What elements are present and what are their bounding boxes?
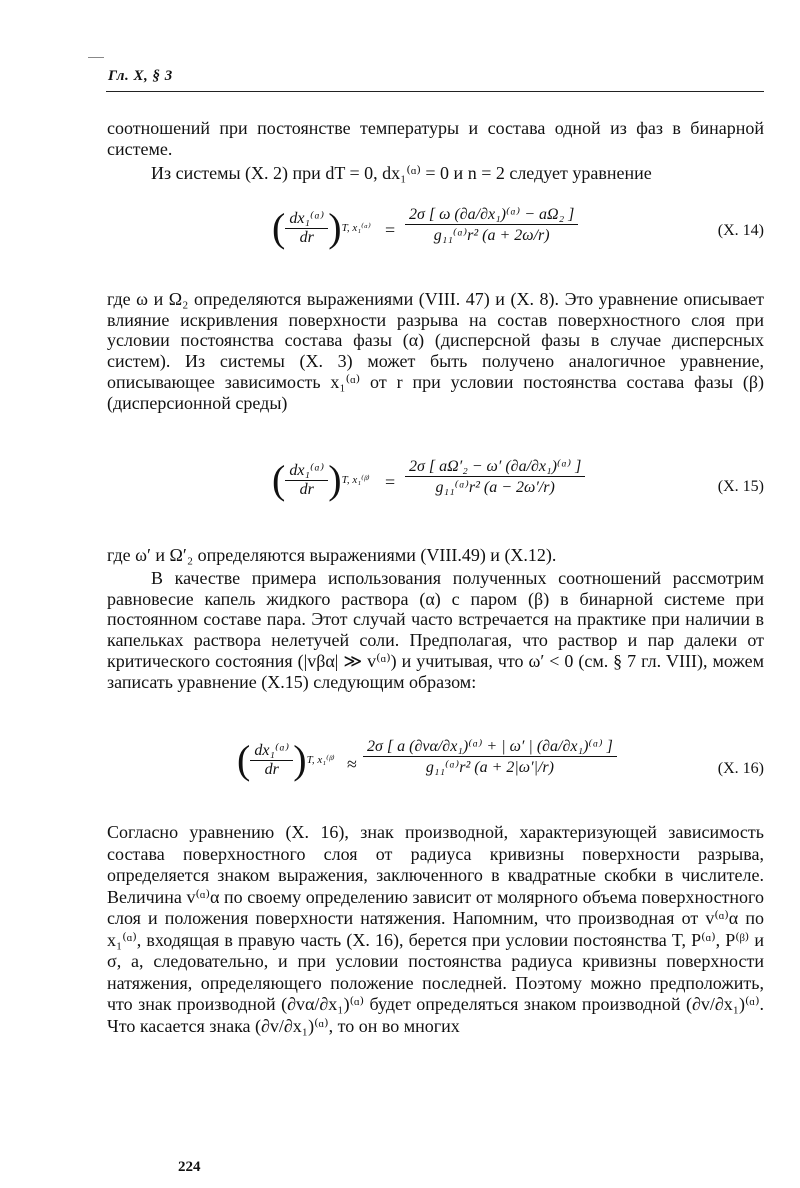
header-rule xyxy=(106,91,764,92)
equation-label: (X. 16) xyxy=(717,760,764,777)
paragraph-text: Согласно уравнению (X. 16), знак производной, характеризующей зависимость состава поверхностного слоя от радиуса кривизны поверхности разрыва, определяется знаком выражения, заключенного в квадратные скобки в числителе. Величина v⁽ᵅ⁾α по своему определению зависит от молярного объема поверхностного слоя и положения поверхности натяжения. Напомним, что производная от v⁽ᵅ⁾α по x₁⁽ᵅ⁾, входящая в правую часть (X. 16), берется при условии постоянства T, P⁽ᵅ⁾, P⁽ᵝ⁾ и σ, а, следовательно, и при условии постоянства радиуса кривизны поверхности натяжения, определяющего положение последней. Поэтому можно предположить, что знак производной (∂vα/∂x₁)⁽ᵅ⁾ будет определяться знаком производной (∂v/∂x₁)⁽ᵅ⁾. Что касается знака (∂v/∂x₁)⁽ᵅ⁾, то он во многих xyxy=(107,822,764,1036)
paragraph-3 xyxy=(107,289,764,413)
equation-rhs: $\frac{\text{2σ [ aΩ′₂ − ω′ (∂a/∂x₁)⁽ᵅ⁾ ]}}{\text{g₁₁⁽ᵅ⁾r² (a − 2ω′/r)}}$ xyxy=(405,456,585,497)
equation-label: (X. 15) xyxy=(717,478,764,495)
equation-rhs: $\frac{\text{2σ [ a (∂vα/∂x₁)⁽ᵅ⁾ + | ω′ | (∂a/∂x₁)⁽ᵅ⁾ ]}}{\text{g₁₁⁽ᵅ⁾r² (a + 2|ω′|/r)}}$ xyxy=(363,736,617,777)
equation-x15: ( $\frac{\text{dx₁⁽ᵅ⁾}}{dr}$ )T, x₁⁽ᵝ⁾ = $\frac{\text{2σ [ aΩ′₂ − ω′ (∂a/∂x₁)⁽ᵅ⁾ ]}}{\text{g₁₁⁽ᵅ⁾r² (a − 2ω′/r)}}$ (X. 15) xyxy=(272,457,764,502)
paragraph-text: соотношений при постоянстве температуры и состава одной из фаз в бинарной системе. xyxy=(107,118,764,159)
margin-mark xyxy=(88,57,104,58)
equation-x16: ( $\frac{\text{dx₁⁽ᵅ⁾}}{dr}$ )T, x₁⁽ᵝ⁾ ≈ $\frac{\text{2σ [ a (∂vα/∂x₁)⁽ᵅ⁾ + | ω′ | (∂a/∂x₁)⁽ᵅ⁾ ]}}{\text{g₁₁⁽ᵅ⁾r² (a + 2|ω′|/r)}}$ (X. 16) xyxy=(237,737,764,782)
paragraph-5 xyxy=(107,568,764,692)
paragraph-2 xyxy=(107,163,764,184)
equation-lhs: ( $\frac{\text{dx₁⁽ᵅ⁾}}{dr}$ )T, x₁⁽ᵅ⁾ xyxy=(272,205,371,250)
running-head: Гл. X, § 3 xyxy=(108,68,173,84)
paragraph-6 xyxy=(107,822,764,1037)
paragraph-4 xyxy=(107,545,764,566)
paragraph-text: В качестве примера использования полученных соотношений рассмотрим равновесие капель жидкого раствора (α) с паром (β) в бинарной системе при постоянном составе пара. Этот случай часто встречается на практике при наличии в капельках раствора нелетучей соли. Предполагая, что раствор и пар далеки от критического состояния (|vβα| ≫ v⁽ᵅ⁾) и учитывая, что ω′ < 0 (см. § 7 гл. VIII), можем записать уравнение (X.15) следующим образом: xyxy=(107,568,764,692)
page-number: 224 xyxy=(178,1159,201,1175)
equation-rhs: $\frac{\text{2σ [ ω (∂a/∂x₁)⁽ᵅ⁾ − aΩ₂ ]}}{\text{g₁₁⁽ᵅ⁾r² (a + 2ω/r)}}$ xyxy=(405,204,578,245)
equation-x14: ( $\frac{\text{dx₁⁽ᵅ⁾}}{dr}$ )T, x₁⁽ᵅ⁾ = $\frac{\text{2σ [ ω (∂a/∂x₁)⁽ᵅ⁾ − aΩ₂ ]}}{\text{g₁₁⁽ᵅ⁾r² (a + 2ω/r)}}$ (X. 14) xyxy=(272,205,764,250)
paragraph-text: где ω′ и Ω′₂ определяются выражениями (VIII.49) и (X.12). xyxy=(107,545,557,565)
equation-lhs: ( $\frac{\text{dx₁⁽ᵅ⁾}}{dr}$ )T, x₁⁽ᵝ⁾ xyxy=(272,457,370,502)
paragraph-1 xyxy=(107,118,764,159)
equation-label: (X. 14) xyxy=(717,222,764,239)
paragraph-text: Из системы (X. 2) при dT = 0, dx₁⁽ᵅ⁾ = 0 и n = 2 следует уравнение xyxy=(151,163,652,183)
paragraph-text: где ω и Ω₂ определяются выражениями (VIII. 47) и (X. 8). Это уравнение описывает влияние искривления поверхности разрыва на состав поверхностного слоя при условии постоянства состава фазы (α) (дисперсной фазы в случае дисперсных систем). Из системы (X. 3) может быть получено аналогичное уравнение, описывающее зависимость x₁⁽ᵅ⁾ от r при условии постоянства состава фазы (β) (дисперсионной среды) xyxy=(107,289,764,413)
equation-lhs: ( $\frac{\text{dx₁⁽ᵅ⁾}}{dr}$ )T, x₁⁽ᵝ⁾ xyxy=(237,737,335,782)
